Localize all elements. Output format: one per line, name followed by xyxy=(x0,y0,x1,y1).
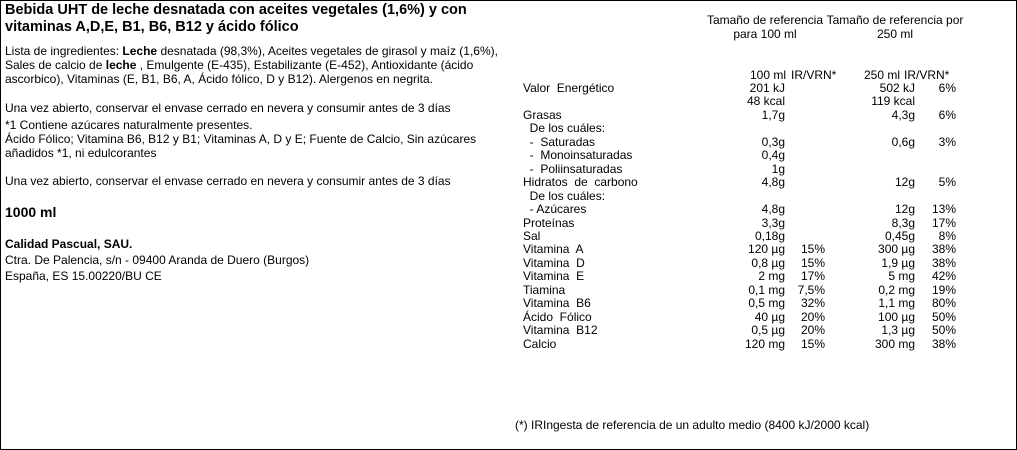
header-per-250ml: Tamaño de referencia por 250 ml xyxy=(826,13,964,41)
value-100ml: 120 µg xyxy=(748,242,785,256)
irvrn-100ml: 15% xyxy=(800,337,825,351)
ingredients-prefix: Lista de ingredientes: xyxy=(5,44,123,58)
col-irvrn-100: IR/VRN* xyxy=(791,68,837,82)
irvrn-250ml: 5% xyxy=(938,175,956,189)
row-label: - Saturadas xyxy=(523,135,596,149)
irvrn-250ml: 6% xyxy=(938,108,956,122)
company-info xyxy=(5,236,505,284)
table-row xyxy=(523,324,963,337)
value-250ml: 1,3 µg xyxy=(881,323,915,337)
product-title: Bebida UHT de leche desnatada con aceites vegetales (1,6%) y con vitaminas A,D,E, B1, B6, B12 y ácido fólico xyxy=(5,2,467,35)
value-250ml: 12g xyxy=(894,175,915,189)
value-100ml: 0,4g xyxy=(761,148,785,162)
value-100ml: 201 kJ xyxy=(749,81,785,95)
row-label: Tiamina xyxy=(523,283,566,297)
col-irvrn-250: IR/VRN* xyxy=(904,68,950,82)
irvrn-250ml: 6% xyxy=(938,81,956,95)
table-row xyxy=(523,203,963,216)
value-100ml: 120 mg xyxy=(744,337,785,351)
irvrn-250ml: 38% xyxy=(931,337,956,351)
row-label: Grasas xyxy=(523,108,562,122)
irvrn-100ml: 7,5% xyxy=(797,283,825,297)
value-100ml: 0,5 mg xyxy=(748,296,785,310)
value-100ml: 0,3g xyxy=(761,135,785,149)
company-country: España, ES 15.00220/BU CE xyxy=(5,269,162,283)
value-250ml: 0,45g xyxy=(884,229,915,243)
irvrn-100ml: 20% xyxy=(800,323,825,337)
allergen-leche: Leche xyxy=(122,44,158,58)
table-row xyxy=(523,297,963,310)
irvrn-250ml: 17% xyxy=(931,216,956,230)
irvrn-100ml: 17% xyxy=(800,269,825,283)
value-250ml: 300 mg xyxy=(874,337,915,351)
irvrn-100ml: 15% xyxy=(800,242,825,256)
row-label: Ácido Fólico xyxy=(523,310,592,324)
ingredients-part-2: , Emulgente (E-435), Estabilizante (E-452), Antioxidante (ácido ascorbico), Vitaminas (E, B1, B6, A, Ácido fólico, D y B12). Alergenos en negrita. xyxy=(5,58,474,86)
row-label: Vitamina A xyxy=(523,242,584,256)
row-label: Proteínas xyxy=(523,216,575,230)
ingredients-part-1: desnatada (98,3%), Aceites vegetales de girasol y maíz (1,6%), Sales de calcio de xyxy=(5,44,498,72)
value-250ml: 1,9 µg xyxy=(881,256,915,270)
value-250ml: 100 µg xyxy=(878,310,915,324)
value-100ml: 4,8g xyxy=(761,175,785,189)
value-250ml: 12g xyxy=(894,202,915,216)
value-250ml: 502 kJ xyxy=(879,81,915,95)
row-label: Vitamina E xyxy=(523,269,585,283)
irvrn-250ml: 19% xyxy=(931,283,956,297)
irvrn-100ml: 15% xyxy=(800,256,825,270)
irvrn-250ml: 80% xyxy=(931,296,956,310)
row-label: De los cuáles: xyxy=(523,189,606,203)
row-label: De los cuáles: xyxy=(523,121,606,135)
col-250ml: 250 ml xyxy=(864,68,901,82)
value-100ml: 0,1 mg xyxy=(748,283,785,297)
irvrn-250ml: 13% xyxy=(931,202,956,216)
irvrn-250ml: 42% xyxy=(931,269,956,283)
value-100ml: 0,5 µg xyxy=(751,323,785,337)
row-label: Valor Energético xyxy=(523,81,615,95)
value-100ml: 0,8 µg xyxy=(751,256,785,270)
value-250ml: 1,1 mg xyxy=(878,296,915,310)
table-row xyxy=(523,176,963,189)
nutrition-claims: Ácido Fólico; Vitamina B6, B12 y B1; Vitaminas A, D y E; Fuente de Calcio, Sin azúcares añadidos *1, ni edulcorantes xyxy=(5,132,477,160)
value-250ml: 300 µg xyxy=(878,242,915,256)
table-row xyxy=(523,95,963,108)
net-quantity: 1000 ml xyxy=(5,204,57,220)
header-per-100ml: Tamaño de referencia para 100 ml xyxy=(706,13,824,41)
value-250ml: 119 kcal xyxy=(871,94,915,108)
storage-instructions: Una vez abierto, conservar el envase cerrado en nevera y consumir antes de 3 días xyxy=(5,101,451,115)
company-address: Ctra. De Palencia, s/n - 09400 Aranda de Duero (Burgos) xyxy=(5,253,310,267)
row-label: Vitamina B6 xyxy=(523,296,591,310)
value-250ml: 8,3g xyxy=(891,216,915,230)
irvrn-250ml: 38% xyxy=(931,242,956,256)
row-label: Sal xyxy=(523,229,541,243)
value-100ml: 40 µg xyxy=(754,310,785,324)
table-row xyxy=(523,122,963,135)
table-row xyxy=(523,149,963,162)
row-label: Hidratos de carbono xyxy=(523,175,638,189)
value-100ml: 0,18g xyxy=(754,229,785,243)
claims-block xyxy=(5,118,505,160)
company-name: Calidad Pascual, SAU. xyxy=(5,237,133,251)
value-250ml: 4,3g xyxy=(891,108,915,122)
value-250ml: 0,2 mg xyxy=(878,283,915,297)
value-250ml: 0,6g xyxy=(891,135,915,149)
row-label: Calcio xyxy=(523,337,557,351)
ingredients-list xyxy=(5,44,505,86)
table-row xyxy=(523,270,963,283)
col-100ml: 100 ml xyxy=(750,68,787,82)
row-label: - Azúcares xyxy=(523,202,587,216)
row-label: - Poliinsaturadas xyxy=(523,162,623,176)
irvrn-100ml: 32% xyxy=(800,296,825,310)
row-label: Vitamina D xyxy=(523,256,585,270)
irvrn-250ml: 8% xyxy=(938,229,956,243)
storage-instructions-2: Una vez abierto, conservar el envase cerrado en nevera y consumir antes de 3 días xyxy=(5,174,451,188)
irvrn-250ml: 50% xyxy=(931,310,956,324)
irvrn-250ml: 50% xyxy=(931,323,956,337)
value-100ml: 2 mg xyxy=(758,269,785,283)
irvrn-100ml: 20% xyxy=(800,310,825,324)
value-100ml: 3,3g xyxy=(761,216,785,230)
row-label: Vitamina B12 xyxy=(523,323,598,337)
value-250ml: 5 mg xyxy=(888,269,915,283)
value-100ml: 48 kcal xyxy=(746,94,785,108)
footnote: (*) IRIngesta de referencia de un adulto medio (8400 kJ/2000 kcal) xyxy=(515,418,870,432)
table-row xyxy=(523,338,963,351)
irvrn-250ml: 3% xyxy=(938,135,956,149)
allergen-leche-2: leche xyxy=(105,58,137,72)
value-100ml: 1g xyxy=(771,162,785,176)
table-row xyxy=(523,243,963,256)
sugar-note: *1 Contiene azúcares naturalmente presentes. xyxy=(5,118,253,132)
value-100ml: 1,7g xyxy=(761,108,785,122)
irvrn-250ml: 38% xyxy=(931,256,956,270)
value-100ml: 4,8g xyxy=(761,202,785,216)
row-label: - Monoinsaturadas xyxy=(523,148,633,162)
